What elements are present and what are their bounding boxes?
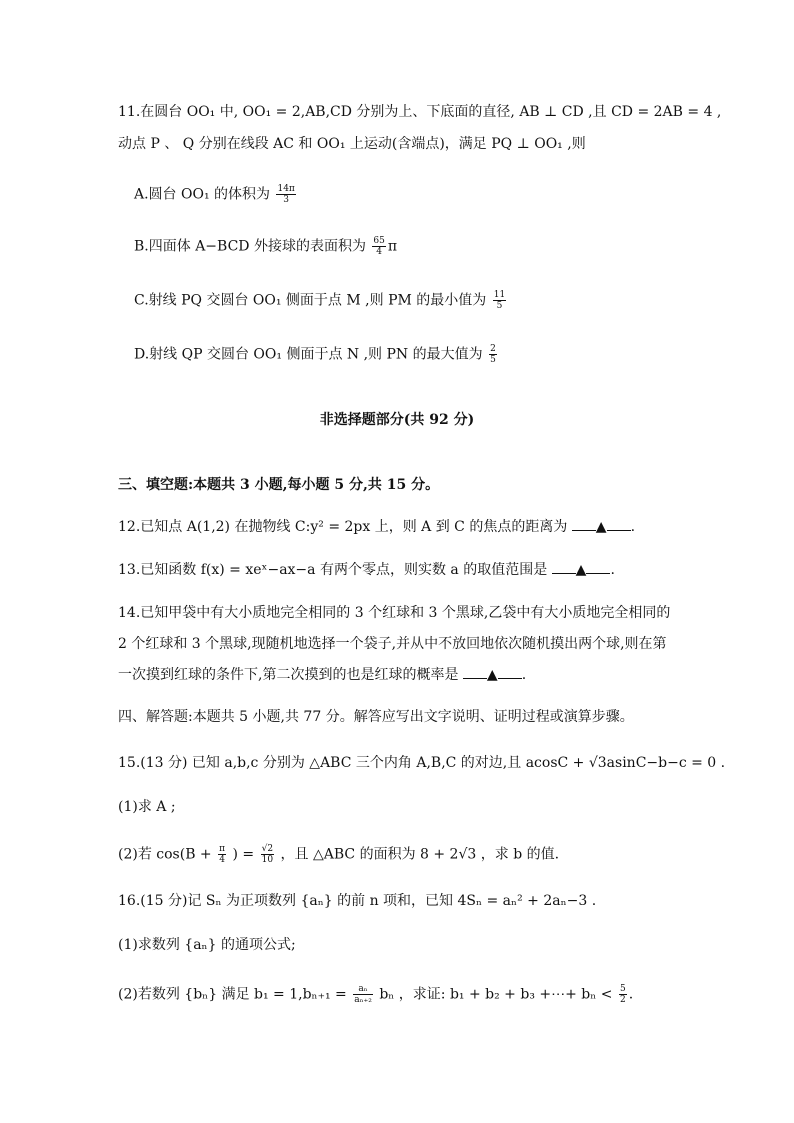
q13: 13.已知函数 f(x) = xeˣ−ax−a 有两个零点，则实数 a 的取值范围是 ▲ . bbox=[118, 562, 615, 578]
option-c-fraction: $\frac{11}{5}$ bbox=[493, 290, 506, 311]
q15-part2: (2)若 cos(B + $\frac{\pi}{4}$ ) = $\frac{√2}{10}$ ，且 △ABC 的面积为 8 + 2√3 ，求 b 的值. bbox=[118, 844, 560, 865]
section-heading-solutions: 四、解答题:本题共 5 小题,共 77 分。解答应写出文字说明、证明过程或演算步骤。 bbox=[118, 709, 634, 725]
answer-blank bbox=[572, 518, 596, 531]
triangle-mark: ▲ bbox=[486, 667, 498, 683]
option-d-text: D.射线 QP 交圆台 OO₁ 侧面于点 N ,则 PN 的最大值为 bbox=[134, 346, 483, 363]
q11-option-d bbox=[134, 344, 794, 365]
q16-stem: 16.(15 分)记 Sₙ 为正项数列 {aₙ} 的前 n 项和，已知 4Sₙ = aₙ² + 2aₙ−3 . bbox=[118, 893, 597, 909]
q11-option-c bbox=[134, 290, 794, 311]
q14-line1: 14.已知甲袋中有大小质地完全相同的 3 个红球和 3 个黑球,乙袋中有大小质地完全相同的 bbox=[118, 605, 671, 621]
q15-stem: 15.(13 分) 已知 a,b,c 分别为 △ABC 三个内角 A,B,C 的对边,且 acosC + √3asinC−b−c = 0 . bbox=[118, 755, 726, 771]
triangle-mark: ▲ bbox=[575, 562, 587, 578]
option-a-fraction: $\frac{14\pi}{3}$ bbox=[277, 184, 295, 205]
section-heading-nonchoice: 非选择题部分(共 92 分) bbox=[319, 412, 475, 428]
answer-blank bbox=[607, 518, 631, 531]
option-b-fraction: $\frac{65}{4}$ bbox=[373, 236, 385, 257]
answer-blank bbox=[498, 666, 522, 679]
answer-blank bbox=[463, 666, 487, 679]
q14-line2: 2 个红球和 3 个黑球,现随机地选择一个袋子,并从中不放回地依次随机摸出两个球,则在第 bbox=[118, 636, 667, 652]
q11-option-b: B.四面体 A−BCD 外接球的表面积为 $\frac{65}{4}$ π bbox=[134, 236, 398, 257]
q16-part1: (1)求数列 {aₙ} 的通项公式; bbox=[118, 937, 296, 953]
section-heading-fill-blank: 三、填空题:本题共 3 小题,每小题 5 分,共 15 分。 bbox=[118, 477, 440, 493]
option-a-text: A.圆台 OO₁ 的体积为 bbox=[134, 186, 271, 203]
answer-blank bbox=[586, 561, 610, 574]
q15-fraction-pi-4: $\frac{\pi}{4}$ bbox=[219, 844, 226, 865]
answer-blank bbox=[552, 561, 576, 574]
triangle-mark: ▲ bbox=[595, 519, 607, 535]
q11-option-a bbox=[134, 184, 794, 205]
q11-stem-line1: 11.在圆台 OO₁ 中, OO₁ = 2,AB,CD 分别为上、下底面的直径, AB ⊥ CD ,且 CD = 2AB = 4 , bbox=[118, 104, 722, 120]
option-c-text: C.射线 PQ 交圆台 OO₁ 侧面于点 M ,则 PM 的最小值为 bbox=[134, 292, 487, 309]
q16-fraction-an: $\frac{\text{aₙ}}{\text{aₙ₊₂}}$ bbox=[354, 984, 372, 1005]
option-d-fraction: $\frac{2}{5}$ bbox=[490, 344, 496, 365]
option-b-text: B.四面体 A−BCD 外接球的表面积为 bbox=[134, 238, 366, 255]
q15-part1: (1)求 A ; bbox=[118, 799, 176, 815]
q14-line3: 一次摸到红球的条件下,第二次摸到的也是红球的概率是 ▲ . bbox=[118, 667, 527, 683]
q16-fraction-5-2: $\frac{5}{2}$ bbox=[619, 984, 626, 1005]
q12: 12.已知点 A(1,2) 在抛物线 C:y² = 2px 上，则 A 到 C 的焦点的距离为 ▲ . bbox=[118, 519, 636, 535]
q16-part2: (2)若数列 {bₙ} 满足 b₁ = 1,bₙ₊₁ = $\frac{\text{aₙ}}{\text{aₙ₊₂}}$ bₙ ，求证: b₁ + b₂ + b₃ +⋯+ bₙ < $\frac{5}{2}$ . bbox=[118, 984, 634, 1005]
q11-stem-line2: 动点 P 、 Q 分别在线段 AC 和 OO₁ 上运动(含端点)，满足 PQ ⊥ OO₁ ,则 bbox=[118, 136, 586, 152]
q15-fraction-sqrt2-10: $\frac{√2}{10}$ bbox=[261, 844, 274, 865]
